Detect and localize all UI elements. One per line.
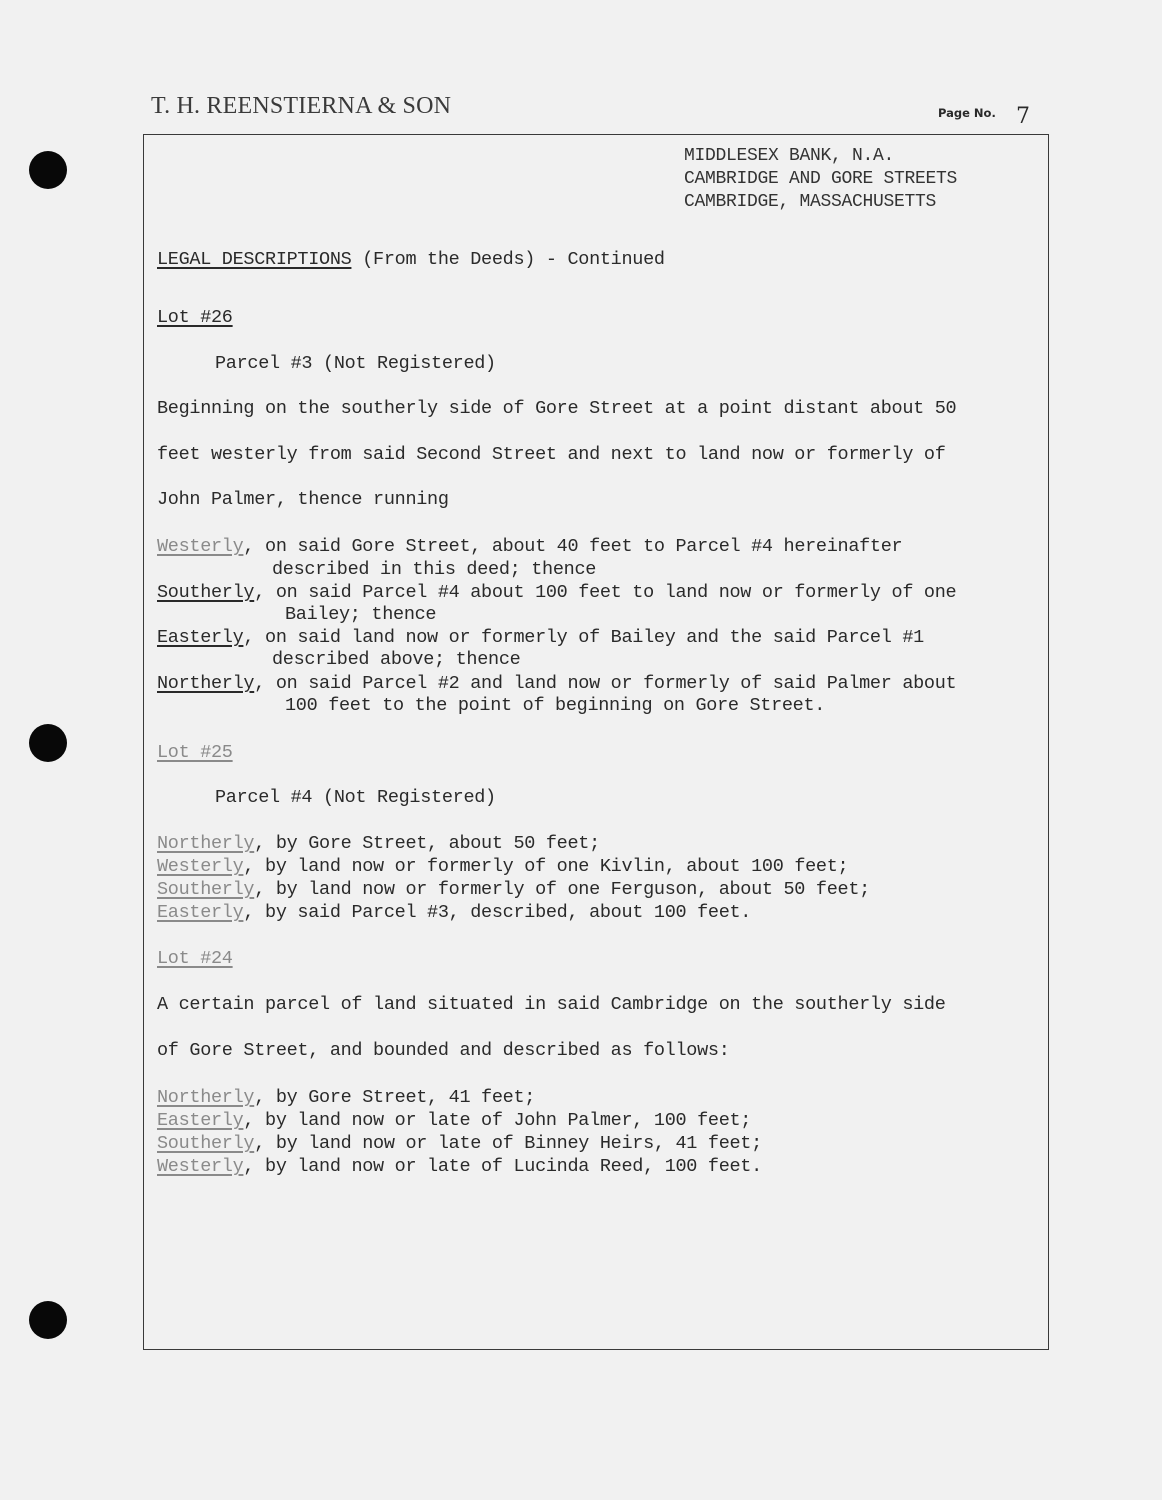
boundary-text: , by land now or late of John Palmer, 100 feet;	[243, 1110, 752, 1131]
boundary-text: , by said Parcel #3, described, about 100 feet.	[243, 902, 752, 923]
boundary-text: , by land now or late of Binney Heirs, 41 feet;	[254, 1133, 762, 1154]
boundary-line	[157, 1110, 751, 1131]
boundary-text: , on said Parcel #4 about 100 feet to land now or formerly of one	[254, 582, 957, 603]
boundary-direction: Easterly	[157, 1110, 244, 1131]
punch-hole	[29, 724, 67, 762]
boundary-continuation: described above; thence	[272, 649, 521, 670]
company-letterhead: T. H. REENSTIERNA & SON	[151, 93, 452, 119]
boundary-line	[157, 627, 924, 648]
boundary-text: , on said land now or formerly of Bailey and the said Parcel #1	[243, 627, 924, 648]
boundary-direction: Westerly	[157, 536, 244, 557]
boundary-text: , by land now or formerly of one Kivlin, about 100 feet;	[243, 856, 849, 877]
boundary-text: , by Gore Street, about 50 feet;	[254, 833, 600, 854]
paragraph-line: Beginning on the southerly side of Gore Street at a point distant about 50	[157, 398, 957, 419]
boundary-text: , by Gore Street, 41 feet;	[254, 1087, 536, 1108]
boundary-line	[157, 1087, 535, 1108]
boundary-direction: Northerly	[157, 1087, 255, 1108]
address-line: CAMBRIDGE AND GORE STREETS	[684, 169, 958, 189]
boundary-direction: Easterly	[157, 902, 244, 923]
boundary-direction: Southerly	[157, 1133, 255, 1154]
address-line: MIDDLESEX BANK, N.A.	[684, 146, 895, 166]
boundary-direction: Northerly	[157, 833, 255, 854]
boundary-direction: Westerly	[157, 856, 244, 877]
boundary-direction: Easterly	[157, 627, 244, 648]
boundary-line	[157, 536, 902, 557]
address-line: CAMBRIDGE, MASSACHUSETTS	[684, 192, 937, 212]
boundary-direction: Southerly	[157, 582, 255, 603]
paragraph-line: feet westerly from said Second Street and next to land now or formerly of	[157, 444, 946, 465]
boundary-line	[157, 902, 751, 923]
parcel-title: Parcel #3 (Not Registered)	[215, 353, 496, 374]
lot-title: Lot #26	[157, 307, 233, 328]
boundary-direction: Southerly	[157, 879, 255, 900]
section-heading-underlined: LEGAL DESCRIPTIONS	[157, 249, 352, 270]
paragraph-line: John Palmer, thence running	[157, 489, 449, 510]
parcel-title: Parcel #4 (Not Registered)	[215, 787, 496, 808]
boundary-text: , by land now or formerly of one Ferguson, about 50 feet;	[254, 879, 870, 900]
lot-title: Lot #25	[157, 742, 233, 763]
page-number-label: Page No.	[938, 106, 996, 120]
paragraph-line: A certain parcel of land situated in said Cambridge on the southerly side	[157, 994, 946, 1015]
boundary-direction: Westerly	[157, 1156, 244, 1177]
boundary-line	[157, 833, 600, 854]
boundary-continuation: described in this deed; thence	[272, 559, 597, 580]
boundary-line	[157, 879, 870, 900]
boundary-line	[157, 856, 848, 877]
lot-title: Lot #24	[157, 948, 233, 969]
punch-hole	[29, 1301, 67, 1339]
boundary-text: , on said Parcel #2 and land now or formerly of said Palmer about	[254, 673, 957, 694]
boundary-line	[157, 1133, 762, 1154]
paragraph-line: of Gore Street, and bounded and described as follows:	[157, 1040, 730, 1061]
page-number: 7	[1016, 104, 1030, 129]
boundary-continuation: Bailey; thence	[285, 604, 437, 625]
section-heading	[157, 249, 665, 270]
boundary-line	[157, 1156, 762, 1177]
punch-hole	[29, 151, 67, 189]
boundary-direction: Northerly	[157, 673, 255, 694]
boundary-text: , on said Gore Street, about 40 feet to Parcel #4 hereinafter	[243, 536, 903, 557]
boundary-line	[157, 673, 956, 694]
boundary-line	[157, 582, 956, 603]
section-heading-rest: (From the Deeds) - Continued	[351, 249, 665, 270]
boundary-continuation: 100 feet to the point of beginning on Gore Street.	[285, 695, 826, 716]
boundary-text: , by land now or late of Lucinda Reed, 100 feet.	[243, 1156, 762, 1177]
